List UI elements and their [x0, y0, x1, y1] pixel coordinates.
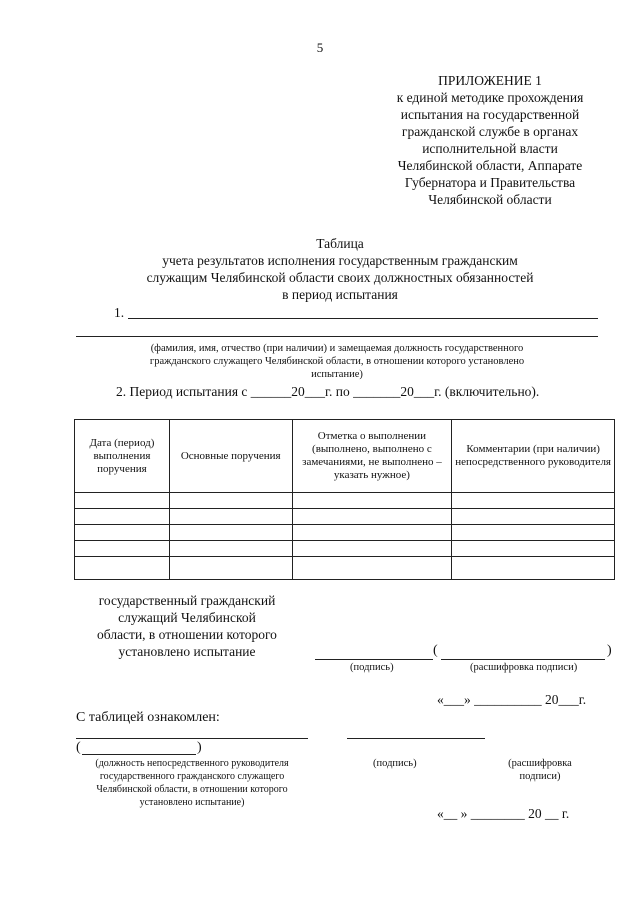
- table-cell[interactable]: [75, 493, 170, 509]
- table-cell[interactable]: [75, 541, 170, 557]
- appendix-line: испытания на государственной: [400, 107, 580, 122]
- table-cell[interactable]: [292, 509, 452, 525]
- table-row: [75, 525, 615, 541]
- table-cell[interactable]: [292, 525, 452, 541]
- table-cell[interactable]: [452, 493, 615, 509]
- employee-line: области, в отношении которого: [97, 627, 277, 642]
- employee-decoding-field[interactable]: [441, 659, 605, 660]
- table-cell[interactable]: [292, 557, 452, 580]
- table-cell[interactable]: [452, 509, 615, 525]
- manager-hint-line: (должность непосредственного руководителя: [95, 758, 289, 769]
- employee-signature-field[interactable]: [315, 659, 433, 660]
- table-header-row: [75, 420, 615, 493]
- decoding-caption: (расшифровка подписи): [470, 662, 578, 673]
- table-cell[interactable]: [75, 509, 170, 525]
- manager-hint: [76, 757, 308, 809]
- table-title-line: служащим Челябинской области своих должностных обязанностей: [146, 270, 534, 285]
- manager-date: «__ » ________ 20 __ г.: [437, 806, 570, 821]
- employee-line: служащий Челябинской: [118, 610, 256, 625]
- table-cell[interactable]: [292, 493, 452, 509]
- manager-signature-caption: (подпись): [373, 758, 417, 769]
- manager-signature-field[interactable]: [347, 738, 485, 739]
- table-cell[interactable]: [452, 557, 615, 580]
- manager-hint-line: Челябинской области, в отношении которого: [96, 784, 288, 795]
- header-date: Дата (период) выполнения поручения: [75, 420, 170, 493]
- table-cell[interactable]: [169, 541, 292, 557]
- employee-signature-label: [76, 592, 298, 660]
- employee-name-field[interactable]: [128, 318, 598, 319]
- appendix-line: ПРИЛОЖЕНИЕ 1: [438, 73, 542, 88]
- table-cell[interactable]: [169, 509, 292, 525]
- manager-name-field[interactable]: [82, 754, 196, 755]
- table-cell[interactable]: [169, 525, 292, 541]
- table-cell[interactable]: [452, 525, 615, 541]
- appendix-line: Челябинской области: [428, 192, 552, 207]
- table-cell[interactable]: [169, 557, 292, 580]
- employee-date: «___» __________ 20___г.: [437, 692, 587, 707]
- table-row: [75, 541, 615, 557]
- manager-open-paren: (: [76, 740, 81, 755]
- employee-hint: [76, 342, 598, 381]
- appendix-line: исполнительной власти: [422, 141, 558, 156]
- decoding-caption-line: подписи): [519, 771, 561, 782]
- close-paren: ): [607, 643, 612, 658]
- hint-line: испытание): [311, 369, 363, 380]
- decoding-caption-line: (расшифровка: [508, 758, 572, 769]
- table-title-line: в период испытания: [282, 287, 398, 302]
- table-title-line: учета результатов исполнения государственным гражданским: [162, 253, 518, 268]
- manager-position-field[interactable]: [76, 738, 308, 739]
- appendix-line: гражданской службе в органах: [401, 124, 579, 139]
- hint-line: (фамилия, имя, отчество (при наличии) и замещаемая должность государственного: [150, 343, 524, 354]
- signature-caption: (подпись): [350, 662, 394, 673]
- table-cell[interactable]: [75, 557, 170, 580]
- table-cell[interactable]: [292, 541, 452, 557]
- employee-line: государственный гражданский: [98, 593, 276, 608]
- header-comments: Комментарии (при наличии) непосредственного руководителя: [452, 420, 615, 493]
- table-title: [80, 235, 600, 303]
- table-title-line: Таблица: [316, 236, 364, 251]
- manager-hint-line: установлено испытание): [139, 797, 245, 808]
- hint-line: гражданского служащего Челябинской области, в отношении которого установлено: [149, 356, 525, 367]
- manager-close-paren: ): [197, 740, 202, 755]
- appendix-line: к единой методике прохождения: [396, 90, 584, 105]
- table-row: [75, 493, 615, 509]
- table-cell[interactable]: [75, 525, 170, 541]
- appendix-line: Челябинской области, Аппарате: [397, 158, 583, 173]
- manager-decoding-caption: [500, 757, 580, 783]
- manager-hint-line: государственного гражданского служащего: [99, 771, 285, 782]
- header-completion-mark: Отметка о выполнении (выполнено, выполнено с замечаниями, не выполнено – указать нужное): [292, 420, 452, 493]
- table-row: [75, 509, 615, 525]
- employee-position-field[interactable]: [76, 336, 598, 337]
- appendix-line: Губернатора и Правительства: [404, 175, 576, 190]
- table-cell[interactable]: [452, 541, 615, 557]
- probation-period: 2. Период испытания с ______20___г. по _______20___г. (включительно).: [116, 384, 540, 399]
- acknowledgment-heading: С таблицей ознакомлен:: [76, 710, 220, 725]
- appendix-header: [380, 72, 600, 208]
- page-number: 5: [316, 40, 324, 55]
- results-table: [74, 419, 615, 580]
- open-paren: (: [433, 643, 438, 658]
- table-cell[interactable]: [169, 493, 292, 509]
- employee-line: установлено испытание: [118, 644, 256, 659]
- item1-number: 1.: [114, 305, 125, 320]
- table-row: [75, 557, 615, 580]
- header-tasks: Основные поручения: [169, 420, 292, 493]
